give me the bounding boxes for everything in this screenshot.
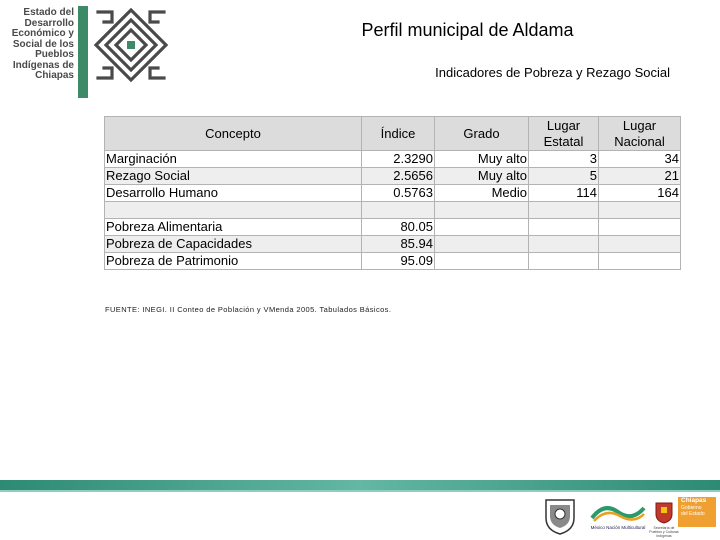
cell-estatal: 114 (529, 185, 599, 202)
cell-nacional (599, 202, 681, 219)
chiapas-line: Gobierno (681, 505, 702, 511)
cell-nacional: 34 (599, 151, 681, 168)
cell-nacional (599, 236, 681, 253)
cell-nacional (599, 219, 681, 236)
chiapas-crest-label: Secretaría de Pueblos y Culturas Indígenas (649, 526, 679, 538)
logo-line: Pueblos (35, 49, 74, 60)
cell-estatal (529, 236, 599, 253)
cell-concepto: Desarrollo Humano (105, 185, 362, 202)
indicators-table (104, 116, 681, 270)
cell-grado (435, 202, 529, 219)
multicultural-wave-icon (590, 500, 646, 524)
cell-indice: 2.3290 (362, 151, 435, 168)
fret-pattern-logo-icon (92, 6, 170, 84)
header-text: Estatal (543, 133, 584, 149)
header-indice: Índice (362, 117, 435, 151)
logo-line: Indígenas de (12, 59, 74, 71)
cell-grado: Medio (435, 185, 529, 202)
chiapas-government-logo (678, 497, 716, 527)
header-concepto: Concepto (105, 117, 362, 151)
state-crest-icon (653, 500, 675, 524)
table-row (105, 151, 681, 168)
table-row (105, 236, 681, 253)
cell-indice: 80.05 (362, 219, 435, 236)
source-note: FUENTE: INEGI. II Conteo de Población y VMenda 2005. Tabulados Básicos. (105, 305, 392, 314)
mexico-multicultural-label: México Nación Multicultural (590, 525, 646, 530)
chiapas-crest-logo (649, 500, 679, 538)
header-lugar-estatal (529, 117, 599, 151)
cell-indice: 85.94 (362, 236, 435, 253)
page-subtitle: Indicadores de Pobreza y Rezago Social (435, 65, 670, 80)
footer-band (0, 480, 720, 490)
cell-estatal: 5 (529, 168, 599, 185)
cell-grado (435, 253, 529, 270)
cell-concepto (105, 202, 362, 219)
footer-divider (0, 490, 720, 492)
header-lugar-nacional (599, 117, 681, 151)
cell-estatal (529, 219, 599, 236)
table-row (105, 253, 681, 270)
cell-indice: 0.5763 (362, 185, 435, 202)
cell-grado: Muy alto (435, 151, 529, 168)
cell-indice: 2.5656 (362, 168, 435, 185)
cell-nacional (599, 253, 681, 270)
table-row (105, 168, 681, 185)
logo-line: Económico y (11, 28, 74, 39)
chiapas-line: del Estado (681, 511, 705, 517)
logo-accent-bar (78, 6, 88, 98)
header-text: Lugar (622, 117, 657, 133)
mexico-multicultural-logo (590, 500, 646, 536)
cell-estatal (529, 253, 599, 270)
cell-nacional: 21 (599, 168, 681, 185)
header-text: Nacional (614, 133, 665, 149)
logo-line: Estado del (23, 7, 74, 18)
cell-concepto: Pobreza Alimentaria (105, 219, 362, 236)
table-header-row (105, 117, 681, 151)
table-row (105, 185, 681, 202)
table-row (105, 219, 681, 236)
cell-grado (435, 219, 529, 236)
header-grado: Grado (435, 117, 529, 151)
header-text: Lugar (546, 117, 581, 133)
cell-estatal: 3 (529, 151, 599, 168)
logo-line: Desarrollo (24, 17, 74, 29)
cell-grado: Muy alto (435, 168, 529, 185)
table-row-spacer (105, 202, 681, 219)
cell-indice (362, 202, 435, 219)
cell-concepto: Pobreza de Patrimonio (105, 253, 362, 270)
cell-concepto: Rezago Social (105, 168, 362, 185)
logo-line: Social de los (12, 38, 74, 50)
cell-nacional: 164 (599, 185, 681, 202)
cell-grado (435, 236, 529, 253)
cell-concepto: Pobreza de Capacidades (105, 236, 362, 253)
logo-text (8, 8, 74, 82)
chiapas-title: Chiapas (681, 497, 707, 504)
unam-crest-icon (540, 496, 580, 536)
cell-indice: 95.09 (362, 253, 435, 270)
page-title: Perfil municipal de Aldama (361, 20, 574, 40)
logo-line: Chiapas (35, 70, 74, 81)
cell-estatal (529, 202, 599, 219)
cell-concepto: Marginación (105, 151, 362, 168)
